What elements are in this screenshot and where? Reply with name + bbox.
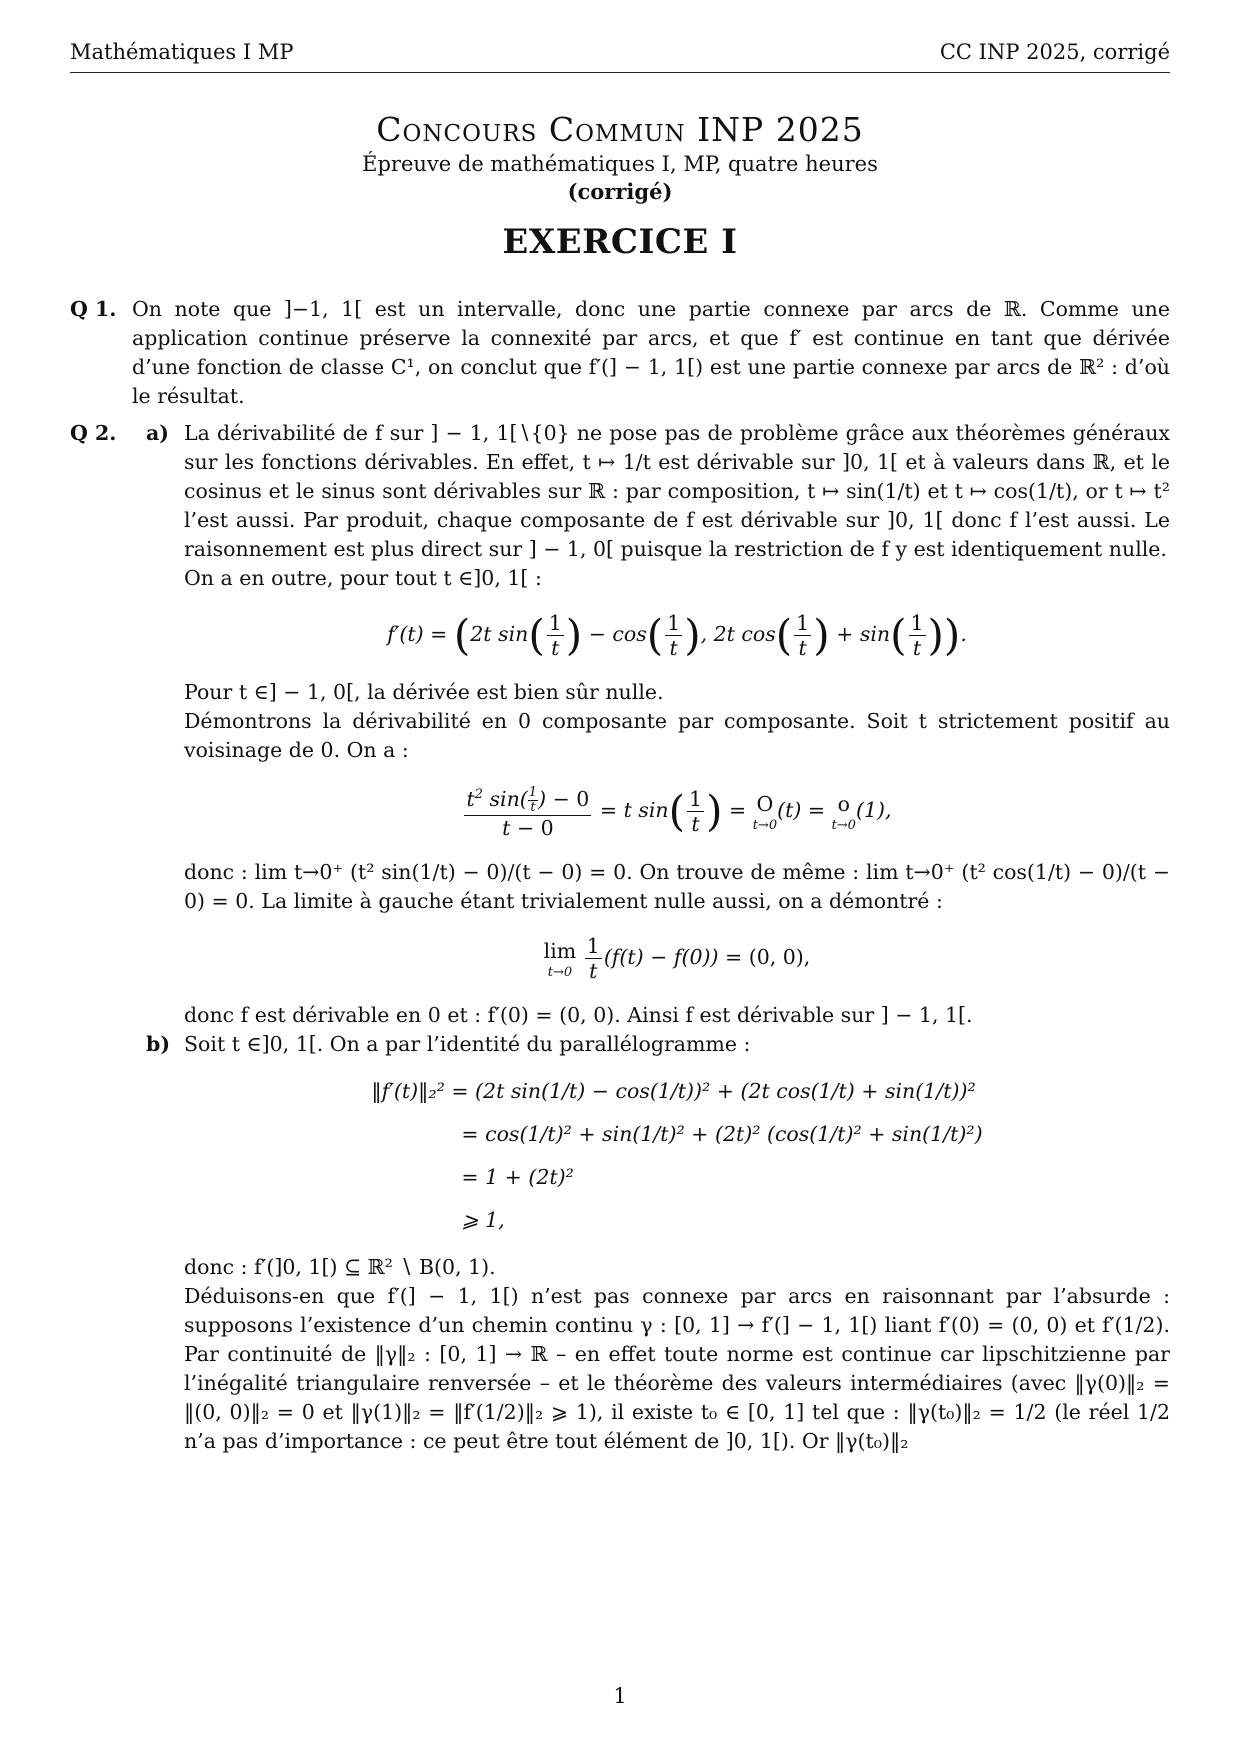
- part-label: a): [146, 421, 169, 445]
- question-1: [70, 295, 1170, 411]
- equation-derivative: f′(t) = (2t sin( $\frac{1}{t}$ ) − cos( $\frac{1}{t}$ ), 2t cos( $\frac{1}{t}$ ) + sin( $\frac{1}{t}$ )).: [387, 610, 967, 660]
- part-label: b): [146, 1031, 171, 1056]
- paragraph: Déduisons-en que f′(] − 1, 1[) n’est pas connexe par arcs en raisonnant par l’absurde : supposons l’existence d’un chemin continu γ : [0, 1] → f′(] − 1, 1[) liant f′(0) = (0, 0) et f′(1/2). Par continuité de ‖γ‖₂ : [0, 1] → ℝ – en effet toute norme est continue car lipschitzienne par l’inégalité triangulaire renversée – et le théorème des valeurs intermédiaires (avec ‖γ(0)‖₂ = ‖(0, 0)‖₂ = 0 et ‖γ(1)‖₂ = ‖f′(1/2)‖₂ ⩾ 1), il existe t₀ ∈ [0, 1] tel que : ‖γ(t₀)‖₂ = 1/2 (le réel 1/2 n’a pas d’importance : ce peut être tout élément de ]0, 1[). Or ‖γ(t₀)‖₂: [184, 1283, 1170, 1453]
- paragraph: Soit t ∈]0, 1[. On a par l’identité du parallélogramme :: [184, 1031, 751, 1056]
- paragraph: Démontrons la dérivabilité en 0 composante par composante. Soit t strictement positif au voisinage de 0. On a :: [184, 709, 1170, 762]
- header-left: Mathématiques I MP: [70, 40, 294, 64]
- running-header: [70, 40, 1170, 73]
- paragraph: donc : lim t→0⁺ (t² sin(1/t) − 0)/(t − 0) = 0. On trouve de même : lim t→0⁺ (t² cos(1/t) − 0)/(t − 0) = 0. La limite à gauche étant trivialement nulle aussi, on a démontré :: [184, 859, 1170, 913]
- part-a: [132, 419, 1170, 1030]
- section-title: EXERCICE I: [502, 222, 738, 262]
- document-title: Concours Commun INP 2025: [376, 110, 864, 149]
- question-label: Q 2.: [70, 421, 117, 445]
- document-body: [70, 295, 1170, 1456]
- align-line: = 1 + (2t)²: [461, 1164, 574, 1189]
- equation-limit: lim t→0 $\frac{1}{t}$ (f(t) − f(0)) = (0, 0),: [543, 933, 811, 983]
- align-line: ‖f′(t)‖₂² = (2t sin(1/t) − cos(1/t))² + (2t cos(1/t) + sin(1/t))²: [371, 1078, 976, 1103]
- align-line: ⩾ 1,: [461, 1207, 505, 1232]
- question-label: Q 1.: [70, 297, 117, 321]
- question-2: [70, 419, 1170, 1456]
- question-1-text: On note que ]−1, 1[ est un intervalle, donc une partie connexe par arcs de ℝ. Comme une application continue préserve la connexité par arcs, et que f′ est continue en tant que dérivée d’une fonction de classe C¹, on conclut que f′(] − 1, 1[) est une partie connexe par arcs de ℝ² : d’où le résultat.: [132, 297, 1170, 408]
- equation-norm: [184, 1077, 1170, 1235]
- paragraph: Pour t ∈] − 1, 0[, la dérivée est bien sûr nulle.: [184, 680, 664, 704]
- title-block: [0, 110, 1240, 262]
- equation-rate: $t^2$ sin( $\frac{1}{t}$ ) − 0 t − 0 = t sin( $\frac{1}{t}$ ) = O t→0 (t) = o t→0 (1),: [466, 784, 892, 840]
- document-subtitle: Épreuve de mathématiques I, MP, quatre heures: [362, 152, 878, 176]
- paragraph: donc f est dérivable en 0 et : f′(0) = (0, 0). Ainsi f est dérivable sur ] − 1, 1[.: [184, 1002, 973, 1027]
- part-b: [132, 1030, 1170, 1456]
- paragraph: On a en outre, pour tout t ∈]0, 1[ :: [184, 566, 542, 590]
- header-right: CC INP 2025, corrigé: [939, 40, 1170, 64]
- paragraph: La dérivabilité de f sur ] − 1, 1[∖{0} ne pose pas de problème grâce aux théorèmes généraux sur les fonctions dérivables. En effet, t ↦ 1/t est dérivable sur ]0, 1[ et à valeurs dans ℝ, et le cosinus et le sinus sont dérivables sur ℝ : par composition, t ↦ sin(1/t) et t ↦ cos(1/t), or t ↦ t² l’est aussi. Par produit, chaque composante de f est dérivable sur ]0, 1[ donc f l’est aussi. Le raisonnement est plus direct sur ] − 1, 0[ puisque la restriction de f y est identiquement nulle.: [184, 421, 1170, 561]
- paragraph: donc : f′(]0, 1[) ⊆ ℝ² ∖ B(0, 1).: [184, 1254, 496, 1279]
- align-line: = cos(1/t)² + sin(1/t)² + (2t)² (cos(1/t)² + sin(1/t)²): [461, 1121, 983, 1146]
- corrige-tag: (corrigé): [567, 179, 673, 204]
- page-number: 1: [613, 1684, 627, 1708]
